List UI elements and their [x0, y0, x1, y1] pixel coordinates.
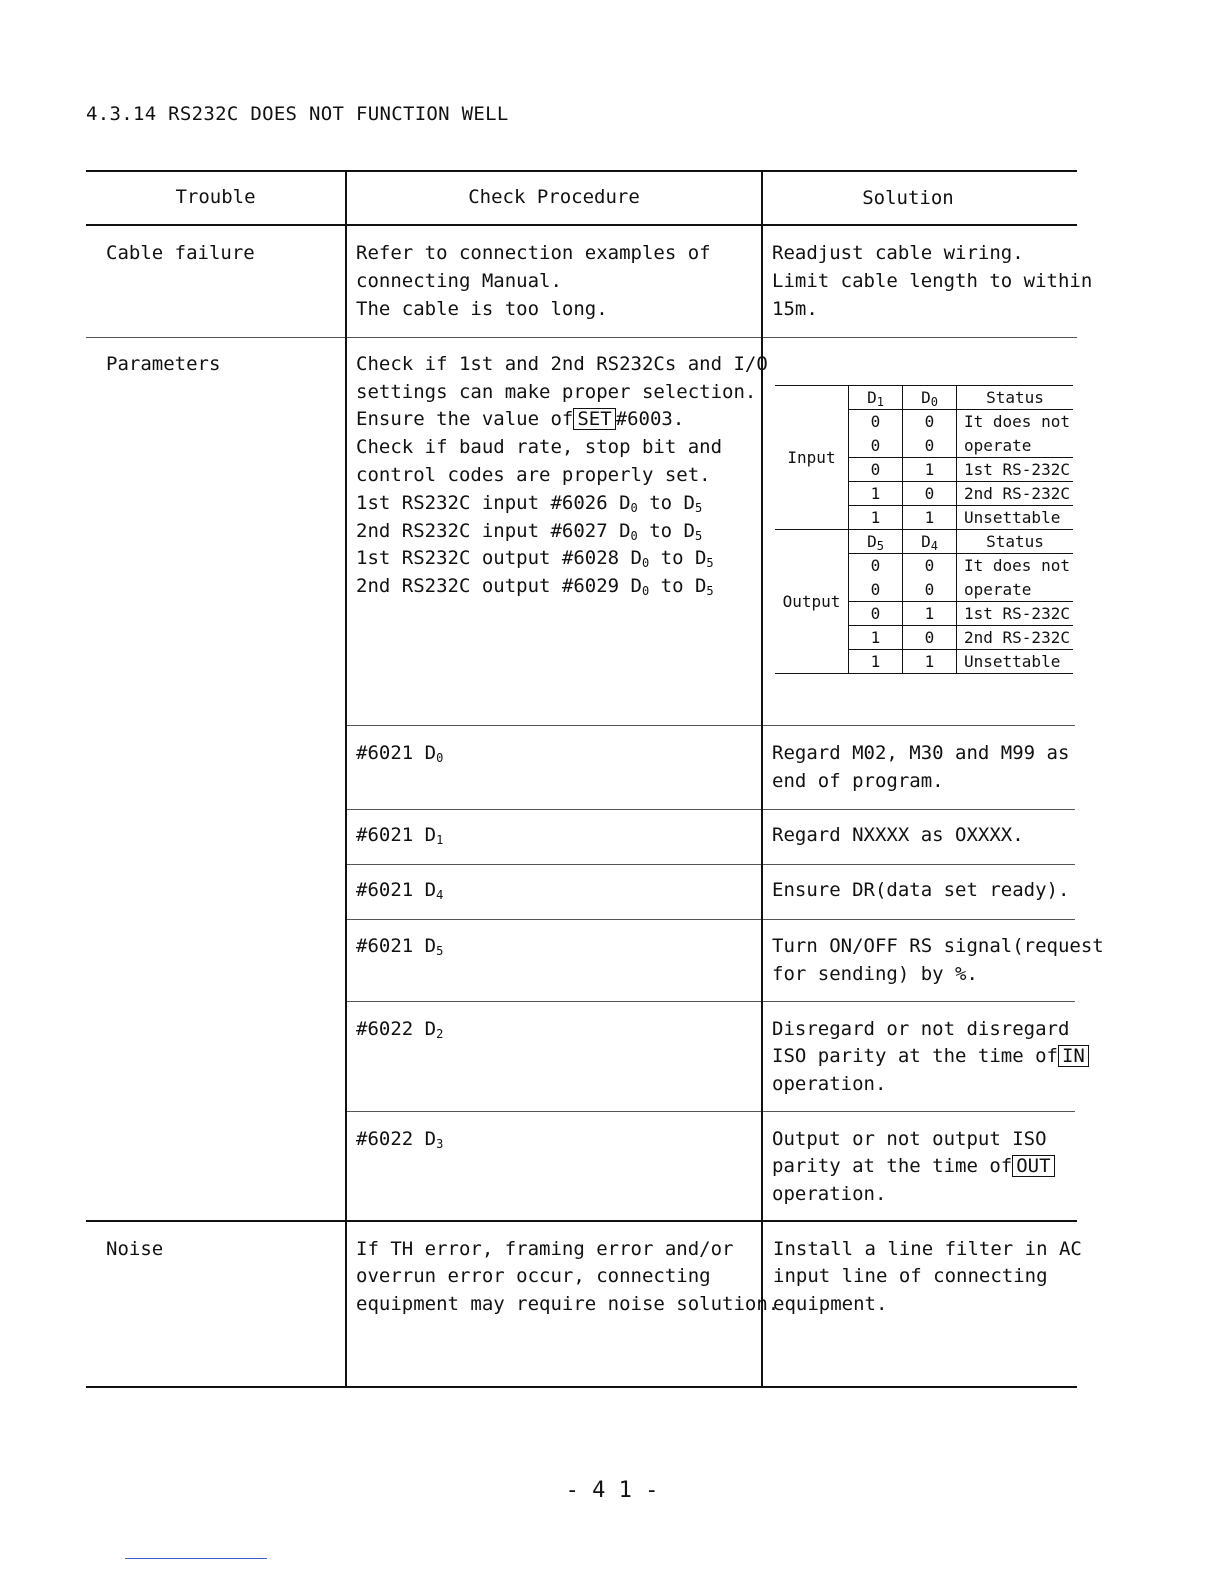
io-status: 2nd RS-232C: [964, 628, 1070, 647]
section-heading: 4.3.14 RS232C DOES NOT FUNCTION WELL: [86, 103, 509, 125]
text: to D: [637, 492, 695, 514]
check-params-line: [356, 545, 714, 573]
text: parity at the time of: [772, 1155, 1013, 1177]
row-divider: [346, 1111, 1075, 1112]
check-params-line: [356, 490, 702, 518]
subscript: 0: [641, 556, 650, 570]
subscript: 1: [876, 395, 884, 409]
row-divider: [346, 1001, 1075, 1002]
text: to D: [649, 575, 707, 597]
io-status: operate: [964, 436, 1032, 455]
io-cell: 1: [870, 652, 881, 671]
text: to D: [637, 520, 695, 542]
io-header-bit: [849, 530, 902, 554]
io-cell: 1: [924, 604, 935, 623]
check-noise-line: overrun error occur, connecting: [356, 1265, 711, 1287]
solution-line: for sending) by %.: [772, 963, 978, 985]
solution-noise-line: input line of connecting: [773, 1265, 1048, 1287]
io-cell: 0: [870, 580, 881, 599]
check-params-line: [356, 573, 714, 601]
text: ISO parity at the time of: [772, 1045, 1058, 1067]
subscript: 0: [930, 395, 938, 409]
io-cell: 0: [924, 580, 935, 599]
text: #6022 D: [356, 1018, 437, 1040]
subscript: 1: [436, 833, 444, 847]
table-top-rule: [86, 170, 1077, 172]
subscript: 4: [436, 888, 444, 902]
solution-line: Turn ON/OFF RS signal(request: [772, 935, 1104, 957]
io-header-bit: [849, 386, 902, 410]
text: #6021 D: [356, 824, 437, 846]
column-header-solution: Solution: [862, 187, 954, 209]
subscript: 0: [641, 584, 650, 598]
io-status: 1st RS-232C: [964, 604, 1070, 623]
text: 1st RS232C input #6026 D: [356, 492, 631, 514]
subscript: 5: [694, 529, 703, 543]
text: D: [867, 388, 877, 407]
column-divider: [345, 170, 347, 1388]
subscript: 5: [694, 501, 703, 515]
check-cable-line: The cable is too long.: [356, 298, 608, 320]
io-status: Unsettable: [964, 652, 1061, 671]
solution-line: Disregard or not disregard: [772, 1018, 1070, 1040]
solution-line: Regard M02, M30 and M99 as: [772, 742, 1070, 764]
out-key: OUT: [1012, 1155, 1054, 1177]
solution-line: Regard NXXXX as OXXXX.: [772, 824, 1024, 846]
header-bottom-rule: [86, 224, 1077, 226]
text: #6022 D: [356, 1128, 437, 1150]
io-cell: 1: [924, 652, 935, 671]
text: #6003.: [615, 408, 685, 430]
subscript: 0: [436, 751, 444, 765]
row-divider: [346, 919, 1075, 920]
io-cell: 0: [924, 436, 935, 455]
solution-noise-line: equipment.: [773, 1293, 888, 1315]
io-cell: 0: [924, 628, 935, 647]
subscript: 0: [630, 529, 638, 543]
trouble-parameters: Parameters: [106, 353, 221, 375]
check-6021-d5: [356, 933, 443, 961]
text: #6021 D: [356, 935, 437, 957]
text: 1st RS232C output #6028 D: [356, 547, 642, 569]
check-cable-line: Refer to connection examples of: [356, 242, 711, 264]
text: D: [921, 532, 931, 551]
text: 2nd RS232C output #6029 D: [356, 575, 642, 597]
check-6021-d4: [356, 877, 443, 905]
check-cable-line: connecting Manual.: [356, 270, 562, 292]
io-cell: 0: [870, 556, 881, 575]
subscript: 5: [436, 944, 444, 958]
subscript: 5: [706, 556, 714, 570]
io-input-label: Input: [787, 448, 836, 467]
row-divider: [86, 1220, 1077, 1222]
subscript: 5: [876, 539, 884, 553]
solution-line: operation.: [772, 1183, 887, 1205]
io-cell: 0: [870, 604, 881, 623]
subscript: 3: [436, 1137, 444, 1151]
io-status: operate: [964, 580, 1032, 599]
check-params-line: control codes are properly set.: [356, 464, 711, 486]
solution-line: [772, 1153, 1055, 1181]
text: Ensure the value of: [356, 408, 574, 430]
solution-cable-line: Limit cable length to within: [772, 270, 1093, 292]
check-params-line: Check if baud rate, stop bit and: [356, 436, 723, 458]
check-6022-d3: [356, 1126, 443, 1154]
text: D: [867, 532, 877, 551]
io-cell: 1: [870, 484, 881, 503]
io-status: 2nd RS-232C: [964, 484, 1070, 503]
check-noise-line: If TH error, framing error and/or: [356, 1238, 734, 1260]
subscript: 0: [630, 501, 638, 515]
check-6021-d0: [356, 740, 443, 768]
check-6022-d2: [356, 1016, 443, 1044]
row-divider: [86, 337, 1077, 338]
subscript: 4: [930, 539, 938, 553]
io-cell: 1: [924, 460, 935, 479]
io-cell: 0: [924, 412, 935, 431]
io-cell: 0: [870, 460, 881, 479]
check-noise-line: equipment may require noise solution.: [356, 1293, 780, 1315]
solution-noise-line: Install a line filter in AC: [773, 1238, 1082, 1260]
solution-line: Output or not output ISO: [772, 1128, 1047, 1150]
text: #6021 D: [356, 742, 437, 764]
solution-line: operation.: [772, 1073, 887, 1095]
column-header-check: Check Procedure: [468, 186, 640, 208]
io-cell: 1: [870, 508, 881, 527]
text: D: [921, 388, 931, 407]
io-output-label: Output: [782, 592, 841, 611]
io-status: It does not: [964, 412, 1070, 431]
io-cell: 0: [870, 436, 881, 455]
io-header-status: Status: [986, 532, 1044, 551]
subscript: 2: [436, 1027, 444, 1041]
io-header-bit: [903, 530, 956, 554]
io-status: Unsettable: [964, 508, 1061, 527]
check-params-line: [356, 518, 702, 546]
io-status: 1st RS-232C: [964, 460, 1070, 479]
check-params-line: Check if 1st and 2nd RS232Cs and I/O: [356, 353, 768, 375]
check-params-line: settings can make proper selection.: [356, 381, 757, 403]
set-key: SET: [573, 408, 615, 430]
solution-cable-line: 15m.: [772, 298, 818, 320]
footer-rule: [125, 1558, 267, 1559]
row-divider: [346, 725, 1075, 726]
subscript: 5: [706, 584, 714, 598]
io-header-status: Status: [986, 388, 1044, 407]
solution-line: Ensure DR(data set ready).: [772, 879, 1070, 901]
trouble-cable-failure: Cable failure: [106, 242, 255, 264]
io-status: It does not: [964, 556, 1070, 575]
row-divider: [346, 809, 1075, 810]
text: #6021 D: [356, 879, 437, 901]
check-6021-d1: [356, 822, 443, 850]
io-cell: 1: [924, 508, 935, 527]
trouble-noise: Noise: [106, 1238, 164, 1260]
check-params-line: [356, 406, 684, 434]
in-key: IN: [1058, 1045, 1089, 1067]
io-cell: 0: [924, 484, 935, 503]
io-cell: 0: [870, 412, 881, 431]
solution-line: end of program.: [772, 770, 944, 792]
text: to D: [649, 547, 707, 569]
page-number: - 4 1 -: [565, 1478, 659, 1503]
row-divider: [346, 864, 1075, 865]
table-bottom-rule: [86, 1386, 1077, 1388]
io-cell: 0: [924, 556, 935, 575]
solution-cable-line: Readjust cable wiring.: [772, 242, 1024, 264]
io-cell: 1: [870, 628, 881, 647]
column-header-trouble: Trouble: [175, 186, 256, 208]
io-header-bit: [903, 386, 956, 410]
text: 2nd RS232C input #6027 D: [356, 520, 631, 542]
solution-line: [772, 1043, 1089, 1071]
